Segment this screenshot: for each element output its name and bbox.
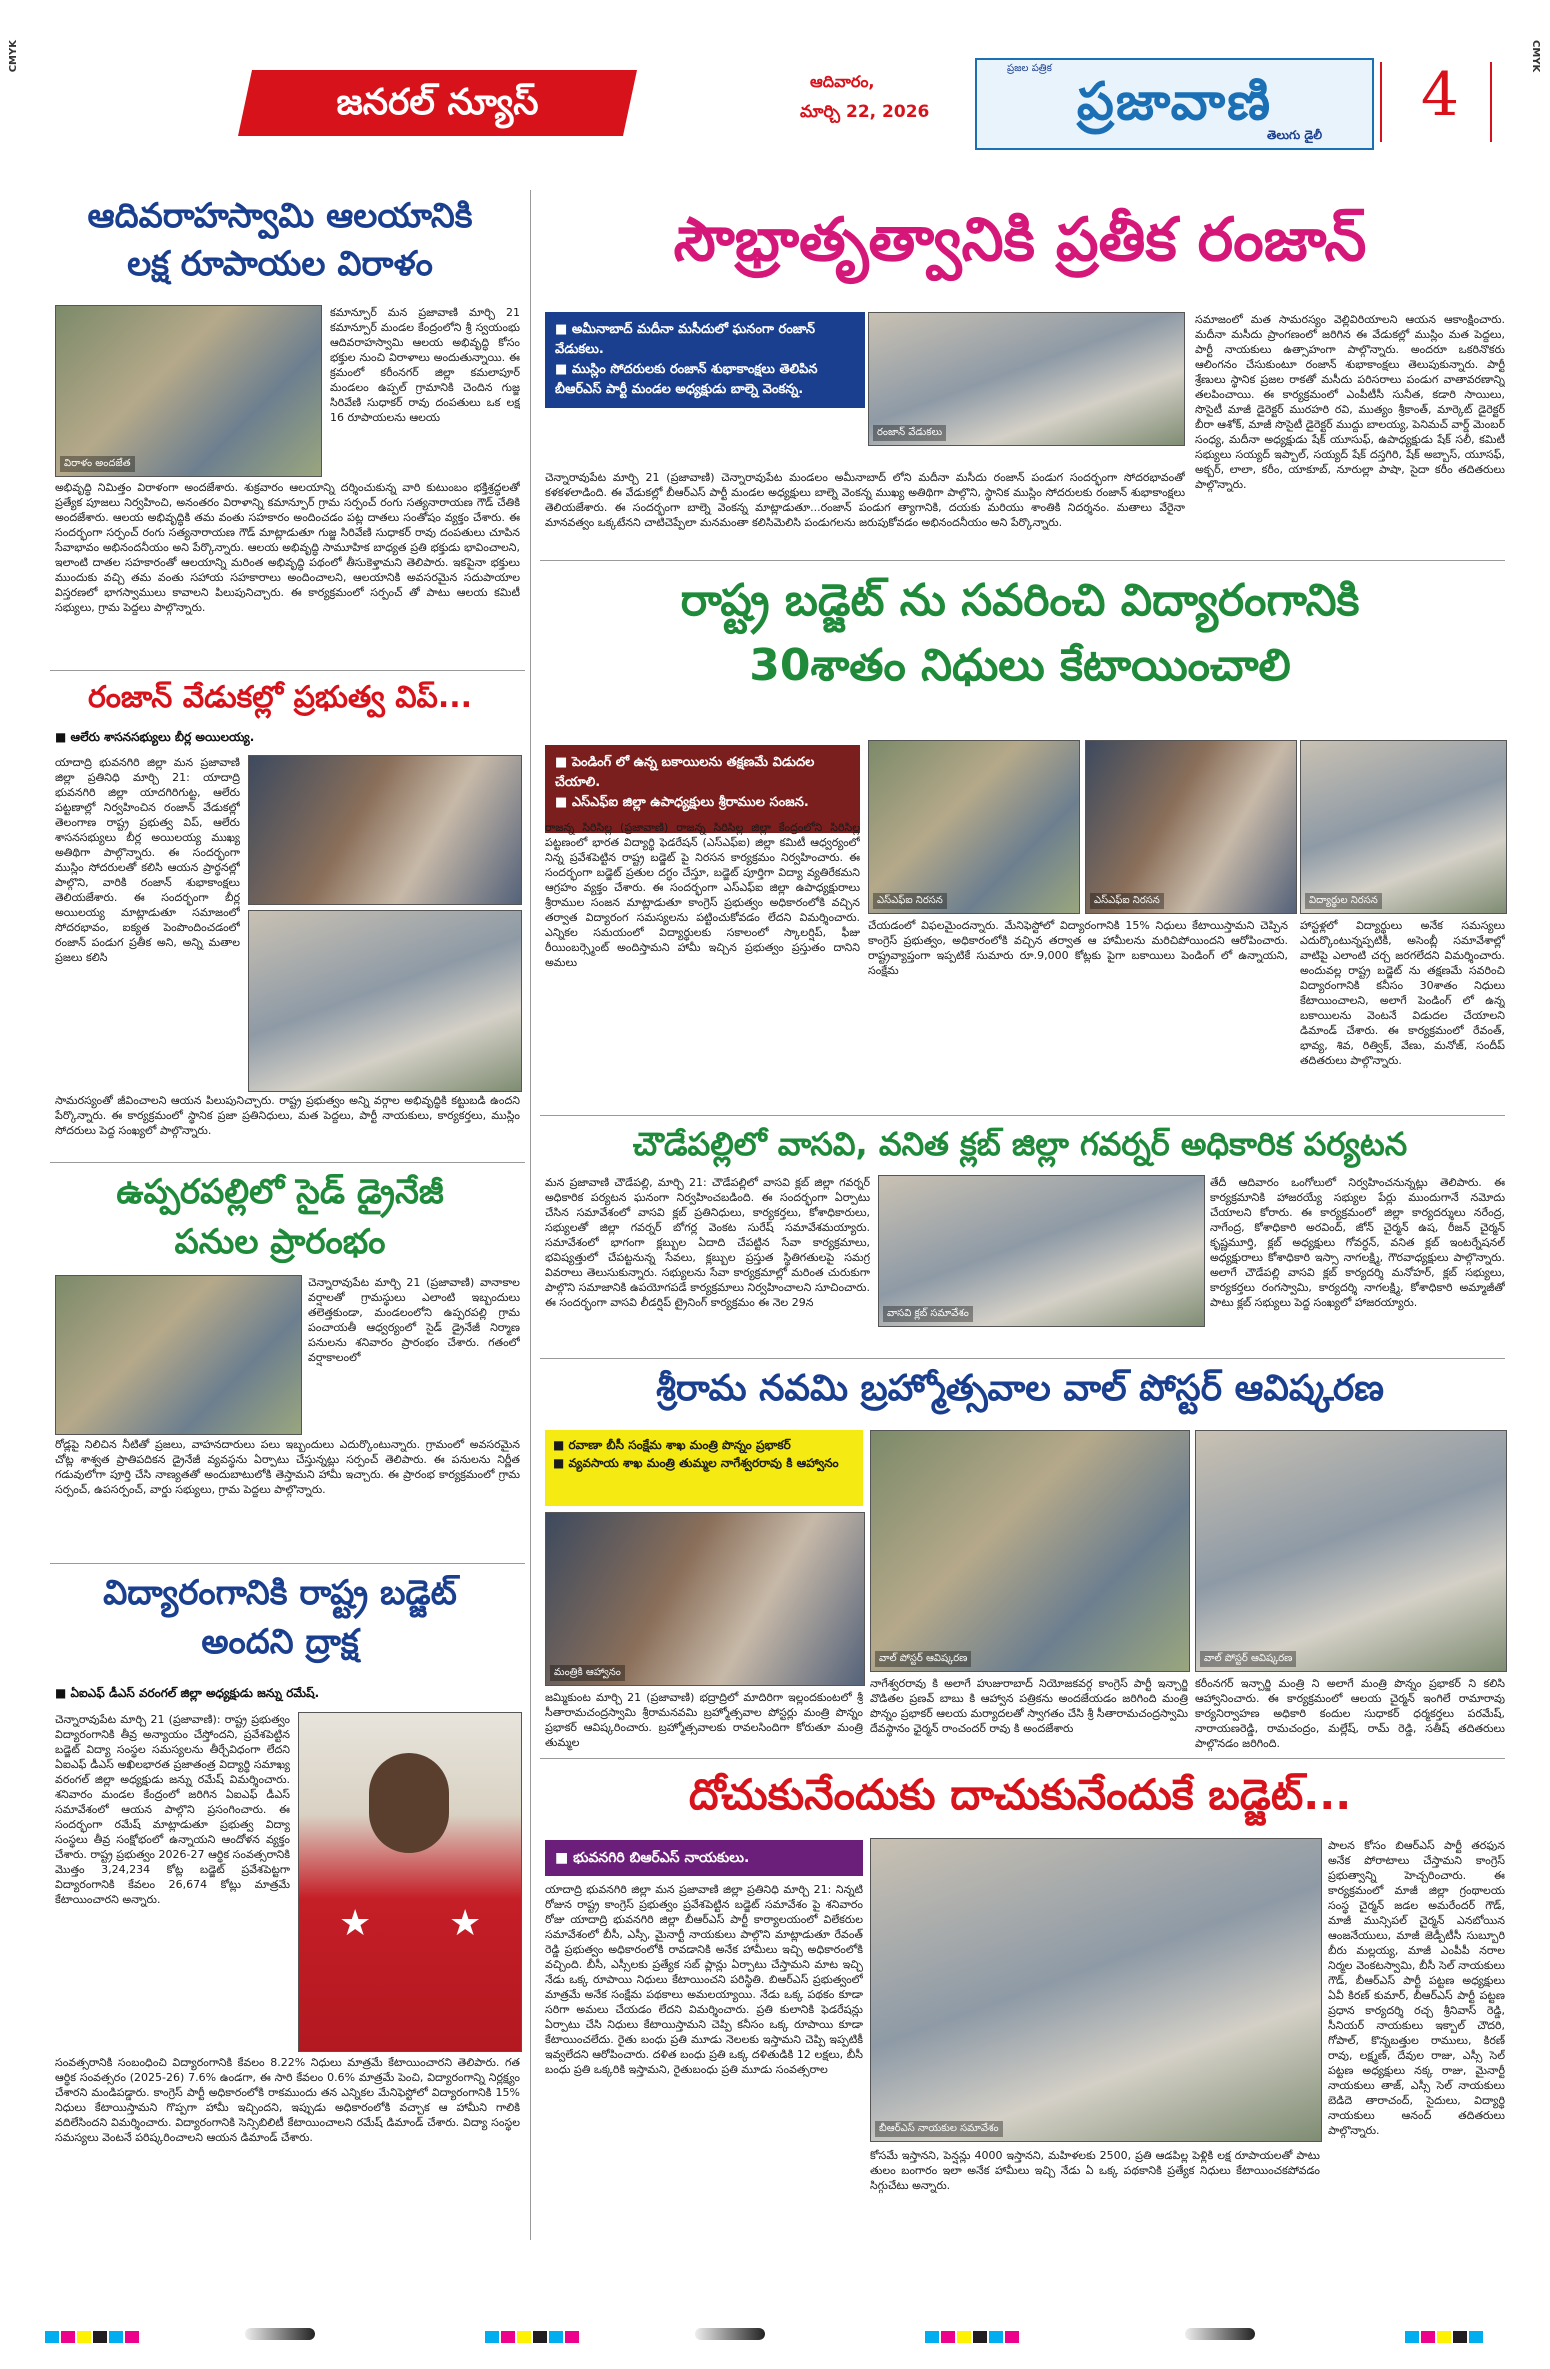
divider [540,1115,1505,1116]
column-divider [530,190,531,2240]
swatch [1405,2331,1419,2343]
b5-photo [870,1838,1322,2142]
b4-photo-label3: వాల్ పోస్టర్ ఆవిష్కరణ [1200,1651,1296,1667]
a1-body: అభివృద్ధి నిమిత్తం విరాళంగా అందజేశారు. శుక్రవారం ఆలయాన్ని దర్శించుకున్న వారి కుటుంబం భక్తిశ్రద్ధలతో ప్రత్యేక పూజలు నిర్వహించి, అనంతరం విరాళాన్ని కమాన్పూర్ గ్రామ సర్పంచ్ రంగు సత్యనారాయణ గౌడ్ చేతికి అందజేశారు. ఆలయ అభివృద్ధికి తమ వంతు సహకారం అందించడం పట్ల దాతలు సంతోషం వ్యక్తం చేశారు. ఈ సందర్భంగా సర్పంచ్ రంగు సత్యనారాయణ గౌడ్ మాట్లాడుతూ గుజ్జ సిరివేణి సుధాకర్ రావు దంపతులు చూపిన సేవాభావం అభినందనీయం అని పేర్కొన్నారు. ఆలయ అభివృద్ధి సామూహిక బాధ్యత ప్రతి భక్తుడు భావించాలని, ఇలాంటి దాతల సహకారంతో ఆలయాన్ని మరింత అభివృద్ధి పథంలో తీసుకెళ్తామని తెలిపారు. ఇకపైనా భక్తులు ముందుకు వచ్చి తమ వంతు సహాయ సహకారాలు అందించాలని, ఆలయానికి అవసరమైన సదుపాయాల విస్తరణలో భాగస్వాములు కావాలని పిలుపునిచ్చారు. ఈ కార్యక్రమంలో సర్పంచ్ తో పాటు ఆలయ కమిటీ సభ్యులు, గ్రామ పెద్దలు పాల్గొన్నారు. [55,481,520,614]
divider [50,1563,525,1564]
b1-bullet2: ■ ముస్లిం సోదరులకు రంజాన్ శుభాకాంక్షలు తెలిపిన బీఆర్ఎస్ పార్టీ మండల అధ్యక్షుడు బాల్నె వెంకన్న. [555,360,855,400]
cmyk-mark-right: CMYK [1530,40,1541,73]
b4-body-left: జమ్మికుంట మార్చి 21 (ప్రజావాణి) భద్రాద్రిలో మాదిరిగా ఇల్లందకుంటలో శ్రీ సీతారామచంద్రస్వామి శ్రీరామనవమి బ్రహ్మోత్సవాల పోస్టర్లు మంత్రి పొన్నం ప్రభాకర్ ఆవిష్కరించారు. బ్రహ్మోత్సవాలకు రావలసిందిగా కోరుతూ మంత్రి తుమ్మల [545,1691,863,1749]
swatch [485,2331,499,2343]
b3-title: చౌడేపల్లిలో వాసవి, వనిత క్లబ్ జిల్లా గవర్నర్ అధికారిక పర్యటన [632,1125,1408,1163]
b4-highlight-box [545,1430,863,1506]
section-title: జనరల్ న్యూస్ [336,82,539,123]
gray-ramp [695,2328,765,2340]
swatch [989,2331,1003,2343]
a4-photo [298,1712,522,2052]
gray-ramp [245,2328,315,2340]
b2-photo-label3: విద్యార్థుల నిరసన [1305,893,1382,909]
b5-title: దోచుకునేందుకు దాచుకునేందుకే బడ్జెట్... [688,1770,1352,1819]
b4-title: శ్రీరామ నవమి బ్రహ్మోత్సవాల వాల్ పోస్టర్ ఆవిష్కరణ [656,1368,1384,1409]
swatch [533,2331,547,2343]
b3-body-left: మన ప్రజావాణి చౌడేపల్లి, మార్చి 21: చౌడేపల్లిలో వాసవి క్లబ్ జిల్లా గవర్నర్ అధికారిక పర్యటన ఘనంగా నిర్వహించబడింది. ఈ సందర్భంగా ఏర్పాటు చేసిన సమావేశంలో వాసవి క్లబ్ ప్రతినిధులు, కార్యకర్తలు, కోశాధికారులు, సభ్యులతో జిల్లా గవర్నర్ బోగర్ల వెంకట సురేష్ సమావేశమయ్యారు. సమావేశంలో భాగంగా క్లబ్బుల ఏదాది చేపట్టిన సేవా కార్యక్రమాలు, భవిష్యత్తులో చేపట్టనున్న సేవలు, క్లబ్బుల ప్రస్తుత స్థితిగతులపై సమగ్ర వివరాలు తెలుసుకున్నారు. సభ్యులను సేవా కార్యక్రమాల్లో మరింత చురుకుగా పాల్గొని సమాజానికి ఉపయోగపడే కార్యక్రమాలు నిర్వహించాలని సూచించారు. ఈ సందర్భంగా వాసవి లీడర్షిప్ ట్రైనింగ్ కార్యక్రమం ఈ నెల 29న [545,1176,870,1309]
swatch [1469,2331,1483,2343]
b1-highlight-box [545,312,865,408]
b5-highlight-box [545,1840,863,1876]
a4-bullet [55,1686,515,1703]
divider [540,1358,1505,1359]
a4-body: సంవత్సరానికి సంబంధించి విద్యారంగానికి కేవలం 8.22% నిధులు మాత్రమే కేటాయించారని తెలిపారు. గత ఆర్థిక సంవత్సరం (2025-26) 7.6% ఉండగా, ఈ సారి కేవలం 0.6% మాత్రమే పెంచి, విద్యారంగాన్ని నిర్లక్ష్యం చేశారని మండిపడ్డారు. కాంగ్రెస్ పార్టీ అధికారంలోకి రాకముందు తన ఎన్నికల మేనిఫెస్టోలో విద్యారంగానికి 15% నిధులు కేటాయిస్తామని గొప్పగా హామీ ఇచ్చిందని, ఇప్పుడు అధికారంలోకి వచ్చాక ఆ హామీని గాలికి వదిలేసిందని విమర్శించారు. విద్యారంగానికి సెన్సిబిలిటీ కేటాయించాలని రమేష్ డిమాండ్ చేశారు. విద్యా సంస్థల సమస్యలు వెంటనే పరిష్కరించాలని ఆయన డిమాండ్ చేశారు. [55,2056,520,2144]
b2-photo-label1: ఎస్ఎఫ్ఐ నిరసన [873,893,947,909]
swatch [517,2331,531,2343]
colorbar-group [485,2328,581,2347]
divider [540,1758,1505,1759]
swatch [549,2331,563,2343]
b4-bullet2: ■ వ్యవసాయ శాఖ మంత్రి తుమ్మల నాగేశ్వరరావు కి ఆహ్వానం [553,1454,855,1472]
a4-title-line1: విద్యారంగానికి రాష్ట్ర బడ్జెట్ [103,1573,457,1613]
swatch [941,2331,955,2343]
swatch [125,2331,139,2343]
colorbar-group [1405,2328,1485,2347]
paper-tag: ప్రజల పత్రిక [1007,63,1052,74]
b4-bullet1: ■ రవాణా బీసీ సంక్షేమ శాఖ మంత్రి పొన్నం ప్రభాకర్ [553,1436,855,1454]
header-rule [1380,62,1382,142]
a2-body: సామరస్యంతో జీవించాలని ఆయన పిలుపునిచ్చారు. రాష్ట్ర ప్రభుత్వం అన్ని వర్గాల అభివృద్ధికి కట్టుబడి ఉందని పేర్కొన్నారు. ఈ కార్యక్రమంలో స్థానిక ప్రజా ప్రతినిధులు, మత పెద్దలు, పార్టీ నాయకులు, కార్యకర్తలు, ముస్లిం సోదరులు పెద్ద సంఖ్యలో పాల్గొన్నారు. [55,1094,520,1137]
swatch [109,2331,123,2343]
b2-body-right: హాస్టళ్లలో విద్యార్థులు అనేక సమస్యలు ఎదుర్కొంటున్నప్పటికీ, అసెంబ్లీ సమావేశాల్లో వాటిపై ఎలాంటి చర్చ జరగలేదని విమర్శించారు. అందువల్ల రాష్ట్ర బడ్జెట్ ను తక్షణమే సవరించి విద్యారంగానికి కనీసం 30శాతం నిధులు కేటాయించాలని, అలాగే పెండింగ్ లో ఉన్న బకాయిలను వెంటనే విడుదల చేయాలని డిమాండ్ చేశారు. ఈ కార్యక్రమంలో రేవంత్, భావ్య, శివ, రిత్విక్, వేణు, మనోజ్, సందీప్ తదితరులు పాల్గొన్నారు. [1300,919,1505,1067]
a2-photo-top [248,755,522,905]
swatch [77,2331,91,2343]
swatch [1005,2331,1019,2343]
b1-body-left: చెన్నారావుపేట మార్చి 21 (ప్రజావాణి) చెన్నారావుపేట మండలం అమీనాబాద్ లోని మదీనా మసీదు రంజాన్ పండుగ సందర్భంగా సోదరభావంతో కళకళలాడింది. ఈ వేడుకల్లో బీఆర్ఎస్ పార్టీ మండల అధ్యక్షులు బాల్నె వెంకన్న ముఖ్య అతిథిగా పాల్గొని, స్థానిక ముస్లిం సోదరులకు రంజాన్ శుభాకాంక్షలు తెలియజేశారు. ఈ సందర్భంగా బాల్నె వెంకన్న మాట్లాడుతూ...రంజాన్ పండుగ త్యాగానికి, దయకు మరియు శాంతికి నిదర్శనం. మతాలు వేరైనా మానవత్వం ఒక్కటేనని చాటిచెప్పేలా మనమంతా కలిసిమెలిసి పండుగలను జరుపుకోవడం అభినందనీయం అని పేర్కొన్నారు. [545,471,1185,529]
a1-side-text: కమాన్పూర్ మన ప్రజావాణి మార్చి 21 కమాన్పూర్ మండల కేంద్రంలోని శ్రీ స్వయంభు ఆదివరాహస్వామి ఆలయ అభివృద్ధి కోసం భక్తుల నుంచి విరాళాలు అందుతున్నాయి. ఈ క్రమంలో కరీంనగర్ జిల్లా కమలాపూర్ మండలం ఉప్పల్ గ్రామానికి చెందిన గుజ్జ సిరివేణి సుధాకర్ రావు దంపతులు ఒక లక్ష 16 రూపాయలను ఆలయ [330,306,520,424]
b3-photo-label: వాసవి క్లబ్ సమావేశం [883,1306,973,1322]
paper-name: ప్రజావాణి [1076,72,1273,132]
a2-bullet [55,730,515,747]
person-head-shape [369,1753,449,1853]
a3-body: రోడ్లపై నిలిచిన నీటితో ప్రజలు, వాహనదారులు పలు ఇబ్బందులు ఎదుర్కొంటున్నారు. గ్రామంలో అవసరమైన చోట్ల శాశ్వత ప్రాతిపదికన డ్రైనేజీ వ్యవస్థను ఏర్పాటు చేస్తున్నట్లు సర్పంచ్ తెలిపారు. ఈ పనులను నిర్ణీత గడువులోగా పూర్తి చేసి నాణ్యతతో అందుబాటులోకి తెస్తామని హామీ ఇచ్చారు. ఈ ప్రారంభ కార్యక్రమంలో గ్రామ సర్పంచ్, ఉపసర్పంచ్, వార్డు సభ్యులు, గ్రామ పెద్దలు పాల్గొన్నారు. [55,1438,520,1496]
a4-title-line2: అందని ద్రాక్ష [201,1622,359,1662]
a1-title-line1: ఆదివరాహస్వామి ఆలయానికి [87,196,473,236]
b2-photo-label2: ఎస్ఎఫ్ఐ నిరసన [1090,893,1164,909]
b1-title: సౌభ్రాతృత్వానికి ప్రతీక రంజాన్ [673,205,1367,275]
b2-bullet1: ■ పెండింగ్ లో ఉన్న బకాయిలను తక్షణమే విడుదల చేయాలి. [555,753,850,793]
b2-title-line1: రాష్ట్ర బడ్జెట్ ను సవరించి విద్యారంగానికి [680,575,1360,626]
b4-photo3 [1195,1430,1507,1672]
b5-body-mid: కోసమే ఇస్తానని, పెన్షన్లు 4000 ఇస్తానని, మహిళలకు 2500, ప్రతి ఆడపిల్ల పెళ్లికి లక్ష రూపాయలతో పాటు తులం బంగారం ఇలా అనేక హామీలు ఇచ్చి నేడు ఏ ఒక్క పథకానికి ప్రత్యేక నిధులు కేటాయించకపోవడం సిగ్గుచేటు అన్నారు. [870,2149,1320,2192]
a3-photo [55,1275,302,1435]
divider [540,560,1505,561]
a2-photo-bottom [248,910,522,1092]
a4-side-text: చెన్నారావుపేట మార్చి 21 (ప్రజావాణి): రాష్ట్ర ప్రభుత్వం విద్యారంగానికి తీవ్ర అన్యాయం చేస్తోందని, ప్రవేశపెట్టిన బడ్జెట్ విద్యా సంస్థల సమస్యలను తీర్చేవిధంగా లేదని ఏఐఎఫ్ డీఎస్ అఖిలభారత ప్రజాతంత్ర విద్యార్థి సమాఖ్య వరంగల్ జిల్లా అధ్యక్షుడు జన్ను రమేష్ విమర్శించారు. శనివారం మండల కేంద్రంలో జరిగిన ఏఐఎఫ్ డీఎస్ సమావేశంలో ఆయన పాల్గొని ప్రసంగించారు. ఈ సందర్భంగా రమేష్ మాట్లాడుతూ ప్రభుత్వ విద్యా సంస్థలు తీవ్ర సంక్షోభంలో ఉన్నాయని ఆందోళన వ్యక్తం చేశారు. రాష్ట్ర ప్రభుత్వం 2026-27 ఆర్థిక సంవత్సరానికి మొత్తం 3,24,234 కోట్ల బడ్జెట్ ప్రవేశపెట్టగా విద్యారంగానికి కేవలం 26,674 కోట్లు మాత్రమే కేటాయించారని అన్నారు. [55,1713,290,1906]
swatch [925,2331,939,2343]
a1-photo [55,305,322,477]
a2-title: రంజాన్ వేడుకల్లో ప్రభుత్వ విప్... [87,680,473,715]
page-header [0,0,1550,150]
swatch [93,2331,107,2343]
b1-photo-label: రంజాన్ వేడుకలు [873,425,946,441]
swatch [973,2331,987,2343]
swatch [1437,2331,1451,2343]
b1-bullet1: ■ అమీనాబాద్ మదీనా మసీదులో ఘనంగా రంజాన్ వేడుకలు. [555,320,855,360]
b4-photo2 [870,1430,1190,1672]
swatch [45,2331,59,2343]
swatch [501,2331,515,2343]
b2-body-mid: చేయడంలో విఫలమైందన్నారు. మేనిఫెస్టోలో విద్యారంగానికి 15% నిధులు కేటాయిస్తామని చెప్పిన కాంగ్రెస్ ప్రభుత్వం, అధికారంలోకి వచ్చిన తర్వాత ఆ హామీలను మరిచిపోయిందని ఆరోపించారు. రాష్ట్రవ్యాప్తంగా ఇప్పటికే సుమారు రూ.9,000 కోట్లకు పైగా బకాయిలు పెండింగ్ లో ఉన్నాయని, సంక్షేమ [868,919,1288,977]
b2-photo2 [1085,740,1297,914]
b5-body-left: యాదాద్రి భువనగిరి జిల్లా మన ప్రజావాణి జిల్లా ప్రతినిధి మార్చి 21: నిన్నటి రోజున రాష్ట్ర కాంగ్రెస్ ప్రభుత్వం ప్రవేశపెట్టిన బడ్జెట్ సమావేశం పై శనివారం రోజు యాదాద్రి భువనగిరి జిల్లా బీఆర్ఎస్ పార్టీ కార్యాలయంలో విలేకరుల సమావేశంలో బీసీ, ఎస్సీ, మైనార్టీ నాయకులు పాల్గొని మాట్లాడుతూ రేవంత్ రెడ్డి ప్రభుత్వం అధికారంలోకి రావడానికి అనేక హామీలు ఇచ్చి అధికారంలోకి వచ్చింది. బీసీ, ఎస్సీలకు ప్రత్యేక సబ్ ప్లాన్లు ఏర్పాటు చేస్తామని మాట ఇచ్చి నేడు ఒక్క రూపాయి నిధులు కేటాయించని పరిస్థితి. బిఆర్ఎస్ ప్రభుత్వంలో మాత్రమే అనేక సంక్షేమ పథకాలు అమలయ్యాయి. నేడు ఒక్క పథకం కూడా సరిగా అమలు చేయడం లేదని విమర్శించారు. ప్రతి కులానికి ఫెడరేషన్లు ఏర్పాటు చేసి నిధులు కేటాయిస్తామని చెప్పి కనీసం ఒక్క రూపాయి కూడా కేటాయించలేదు. రైతు బంధు ప్రతి మూడు నెలలకు ఇస్తామని చెప్పి ఇప్పటికీ ఇవ్వలేదని ఆరోపించారు. దళిత బంధు ప్రతి ఒక్క దళితుడికి 12 లక్షలు, బీసీ బంధు ప్రతి ఒక్కరికి ఇస్తామని, రైతుబంధు ప్రతి మూడు సంవత్సరాల [545,1883,863,2076]
b1-body-right: సమాజంలో మత సామరస్యం వెల్లివిరియాలని ఆయన ఆకాంక్షించారు. మదీనా మసీదు ప్రాంగణంలో జరిగిన ఈ వేడుకల్లో ముస్లిం మత పెద్దలు, పార్టీ నాయకులు ఉత్సాహంగా పాల్గొన్నారు. అందరూ ఒకరినొకరు ఆలింగనం చేసుకుంటూ రంజాన్ శుభాకాంక్షలు తెలుపుకున్నారు. పార్టీ శ్రేణులు స్థానిక ప్రజల రాకతో మసీదు పరిసరాలు పండుగ వాతావరణాన్ని తలపించాయి. ఈ కార్యక్రమంలో ఎంపీటీసీ సునీత, కడారి సాయిలు, సొసైటీ మాజీ డైరెక్టర్ మురహరి రవి, ముత్యం శ్రీకాంత్, మార్కెట్ డైరెక్టర్ బీరా ఆశోక్, మాజీ సొసైటీ డైరెక్టర్ ముద్దు బాలయ్య, పెనిమచ్ వార్డ్ మెంబర్ సంధ్య, మదీనా అధ్యక్షుడు షేక్ యూసుఫ్, ఉపాధ్యక్షుడు షేక్ సలీ, కమిటీ సభ్యులు సయ్యద్ ఇప్బాల్, సయ్యద్ షేక్ దస్తగిరి, షేక్ అబ్బాస్, యూసఫ్, అక్బర్, లాలా, కరీం, యాకూబ్, నూరుల్లా పాషా, సైదా కరీం తదితరులు పాల్గొన్నారు. [1195,313,1505,491]
header-rule-2 [1490,62,1492,142]
divider [50,670,525,671]
b4-photo-label1: మంత్రికి ఆహ్వానం [550,1665,625,1681]
b3-photo [878,1175,1205,1327]
b2-bullet2: ■ ఎస్ఎఫ్ఐ జిల్లా ఉపాధ్యక్షులు శ్రీరాముల సంజన. [555,793,850,813]
divider [50,1162,525,1163]
b4-body-right: కరీంనగర్ ఇన్చార్జి మంత్రి ని అలాగే మంత్రి పొన్నం ప్రభాకర్ ని కలిసి ఆహ్వానించారు. ఈ కార్యక్రమంలో ఆలయ చైర్మన్ ఇంగిలే రామారావు కార్యనిర్వాహణ అధికారి కందుల సుధాకర్ ధర్మకర్తలు పరమేష్, నారాయణరెడ్డి, రామచంద్రం, మల్లేష్, రామ్ రెడ్డి, సతీష్ తదితరులు పాల్గొనడం జరిగింది. [1195,1677,1505,1750]
b2-photo3 [1300,740,1507,914]
b3-body-right: తేదీ ఆదివారం ఒంగోలులో నిర్వహించనున్నట్లు తెలిపారు. ఈ కార్యక్రమానికి హాజరయ్యే సభ్యుల పేర్లు ముందుగానే నమోదు చేయాలని కోరారు. ఈ కార్యక్రమంలో జిల్లా కార్యదర్శులు నరేంద్ర, నాగేంద్ర, కోశాధికారి అరవింద్, జోన్ చైర్మన్ ఉష, రీజన్ చైర్మన్ కృష్ణమూర్తి, క్లబ్ అధ్యక్షులు గోవర్ధన్, వనిత క్లబ్ ఇంటర్నేషనల్ అధ్యక్షురాలు కోశాధికారి ఇస్సా నాగలక్ష్మి, గౌరవాధ్యక్షులు పాల్గొన్నారు. అలాగే చౌడేపల్లి వాసవి క్లబ్ కార్యదర్శి మనోహర్, క్లబ్ సభ్యులు, కార్యకర్తలు రంగస్వామి, కార్యదర్శి నాగలక్ష్మి, కోశాధికారి అమ్మాజీతో పాటు క్లబ్ సభ్యులు పెద్ద సంఖ్యలో హాజరయ్యారు. [1210,1176,1505,1309]
star-icon: ★ [339,1903,372,1944]
a4-bullet-text: ■ ఏఐఎఫ్ డీఎస్ వరంగల్ జిల్లా అధ్యక్షుడు జన్ను రమేష్. [55,1686,319,1700]
b4-body-mid: నాగేశ్వరరావు కి అలాగే హుజురాబాద్ నియోజకవర్గ కాంగ్రెస్ పార్టీ ఇన్చార్జి వొడితల ప్రణవ్ బాబు కి ఆహ్వాన పత్రికను అందజేయడం జరిగింది మంత్రి పొన్నం ప్రభాకర్ ఆలయ మర్యాదలతో స్వాగతం చేసి శ్రీ సీతారామచంద్రస్వామి దేవస్థానం ఛైర్మన్ రాంచందర్ రావు కి అందజేశారు [870,1677,1188,1735]
a3-title-line1: ఉప్పరపల్లిలో సైడ్ డ్రైనేజీ [116,1172,444,1212]
colorbar-group [925,2328,1021,2347]
a1-title-line2: లక్ష రూపాయల విరాళం [127,244,433,284]
b2-body-left: రాజన్న సిరిసిల్ల (ప్రజావాణి) రాజన్న సిరిసిల్ల జిల్లా కేంద్రంలోని సిరిసిల్ల పట్టణంలో భారత విద్యార్థి ఫెడరేషన్ (ఎస్ఎఫ్ఐ) జిల్లా కమిటీ ఆధ్వర్యంలో నిన్న ప్రవేశపెట్టిన రాష్ట్ర బడ్జెట్ పై నిరసన కార్యక్రమం నిర్వహించారు. ఈ సందర్భంగా బడ్జెట్ ప్రతుల దగ్ధం చేస్తూ, బడ్జెట్ పూర్తిగా విద్యా వ్యతిరేకమని ఆగ్రహం వ్యక్తం చేశారు. ఈ సందర్భంగా ఎస్ఎఫ్ఐ జిల్లా ఉపాధ్యక్షురాలు శ్రీరాముల సంజన మాట్లాడుతూ కాంగ్రెస్ ప్రభుత్వం అధికారంలోకి వచ్చిన తర్వాత విద్యారంగ సమస్యలను పట్టించుకోవడం లేదని విమర్శించారు. ఎన్నికల సమయంలో విద్యార్థులకు సకాలంలో స్కాలర్షిప్, ఫీజు రీయింబర్స్మెంట్ అందిస్తామని హామీ ఇచ్చిన ప్రభుత్వం ప్రస్తుతం దానిని అమలు [545,821,860,969]
issue-date: మార్చి 22, 2026 [800,102,930,122]
star-icon: ★ [449,1903,482,1944]
colorbar-group [45,2328,141,2347]
swatch [957,2331,971,2343]
masthead [975,58,1374,150]
paper-sub: తెలుగు డైలీ [1267,128,1322,142]
b5-photo-label: బీఆర్ఎస్ నాయకుల సమావేశం [875,2121,1003,2137]
cmyk-mark-left: CMYK [8,40,19,73]
swatch [565,2331,579,2343]
b4-photo-label2: వాల్ పోస్టర్ ఆవిష్కరణ [875,1651,971,1667]
b2-title-line2: 30శాతం నిధులు కేటాయించాలి [749,640,1291,691]
a2-bullet-text: ■ ఆలేరు శాసనసభ్యులు బీర్ల అయిలయ్య. [55,730,254,744]
b1-photo [868,312,1185,446]
a3-title-line2: పనుల ప్రారంభం [174,1222,386,1262]
a1-photo-label: విరాళం అందజేత [60,456,135,472]
b5-body-right: పాలన కోసం బిఆర్ఎస్ పార్టీ తరఫున అనేక పోరాటాలు చేస్తామని కాంగ్రెస్ ప్రభుత్వాన్ని హెచ్చరించారు. ఈ కార్యక్రమంలో మాజీ జిల్లా గ్రంథాలయ సంస్థ చైర్మన్ జడల అమరేందర్ గౌడ్, మాజీ మున్సిపల్ చైర్మన్ ఎనబోయిన ఆంజనేయులు, మాజీ జెడ్పీటీసీ సుబ్బూరి బీరు మల్లయ్య, మాజీ ఎంపీపీ నరాల నిర్మల వెంకటస్వామి, బీసీ సెల్ నాయకులు గౌడ్, బీఆర్ఎస్ పార్టీ పట్టణ అధ్యక్షులు ఏవీ కిరణ్ కుమార్, బీఆర్ఎస్ పార్టీ పట్టణ ప్రధాన కార్యదర్శి రచ్చ శ్రీనివాస్ రెడ్డి, సీనియర్ నాయకులు ఇక్బాల్ చౌదరి, గోపాల్, కొన్నబత్తుల రాములు, కిరణ్ రావు, లక్ష్మణ్, దేవుల రాజు, ఎస్సీ సెల్ పట్టణ అధ్యక్షులు నక్క రాజు, మైనార్టీ నాయకులు తాజ్, ఎస్సీ సెల్ నాయకులు బెడిదె తారాచంద్, సైదులు, విద్యార్థి నాయకులు ఆనంద్ తదితరులు పాల్గొన్నారు. [1328,1839,1505,2137]
footer-colorbars [0,2320,1550,2350]
b5-bullet: ■ భువనగిరి బిఆర్ఎస్ నాయకులు. [555,1850,749,1866]
swatch [1421,2331,1435,2343]
b4-photo1 [545,1512,865,1686]
gray-ramp [1185,2328,1255,2340]
swatch [61,2331,75,2343]
page-number: 4 [1420,60,1460,130]
issue-day: ఆదివారం, [810,72,875,91]
a2-side-text: యాదాద్రి భువనగిరి జిల్లా మన ప్రజావాణి జిల్లా ప్రతినిధి మార్చి 21: యాదాద్రి భువనగిరి జిల్లా యాదగిరిగుట్ట, ఆలేరు పట్టణాల్లో నిర్వహించిన రంజాన్ వేడుకల్లో తెలంగాణ రాష్ట్ర ప్రభుత్వ విప్, ఆలేరు శాసనసభ్యులు బీర్ల అయిలయ్య ముఖ్య అతిథిగా పాల్గొన్నారు. ఈ సందర్భంగా ముస్లిం సోదరులతో కలిసి ఆయన ప్రార్థనల్లో పాల్గొని, వారికి రంజాన్ శుభాకాంక్షలు తెలియజేశారు. ఈ సందర్భంగా బీర్ల అయిలయ్య మాట్లాడుతూ సమాజంలో సోదరభావం, ఐక్యత పెంపొందించడంలో రంజాన్ పండుగ ప్రతీక అని, అన్ని మతాల ప్రజలు కలిసి [55,756,240,964]
a3-side-text: చెన్నారావుపేట మార్చి 21 (ప్రజావాణి) వానాకాల వర్షాలతో గ్రామస్థులు ఎలాంటి ఇబ్బందులు తలెత్తకుండా, మండలంలోని ఉప్పరపల్లి గ్రామ పంచాయతీ ఆధ్వర్యంలో సైడ్ డ్రైనేజీ నిర్మాణ పనులను శనివారం ప్రారంభం చేశారు. గతంలో వర్షాకాలంలో [308,1276,520,1364]
swatch [1453,2331,1467,2343]
b2-photo1 [868,740,1080,914]
